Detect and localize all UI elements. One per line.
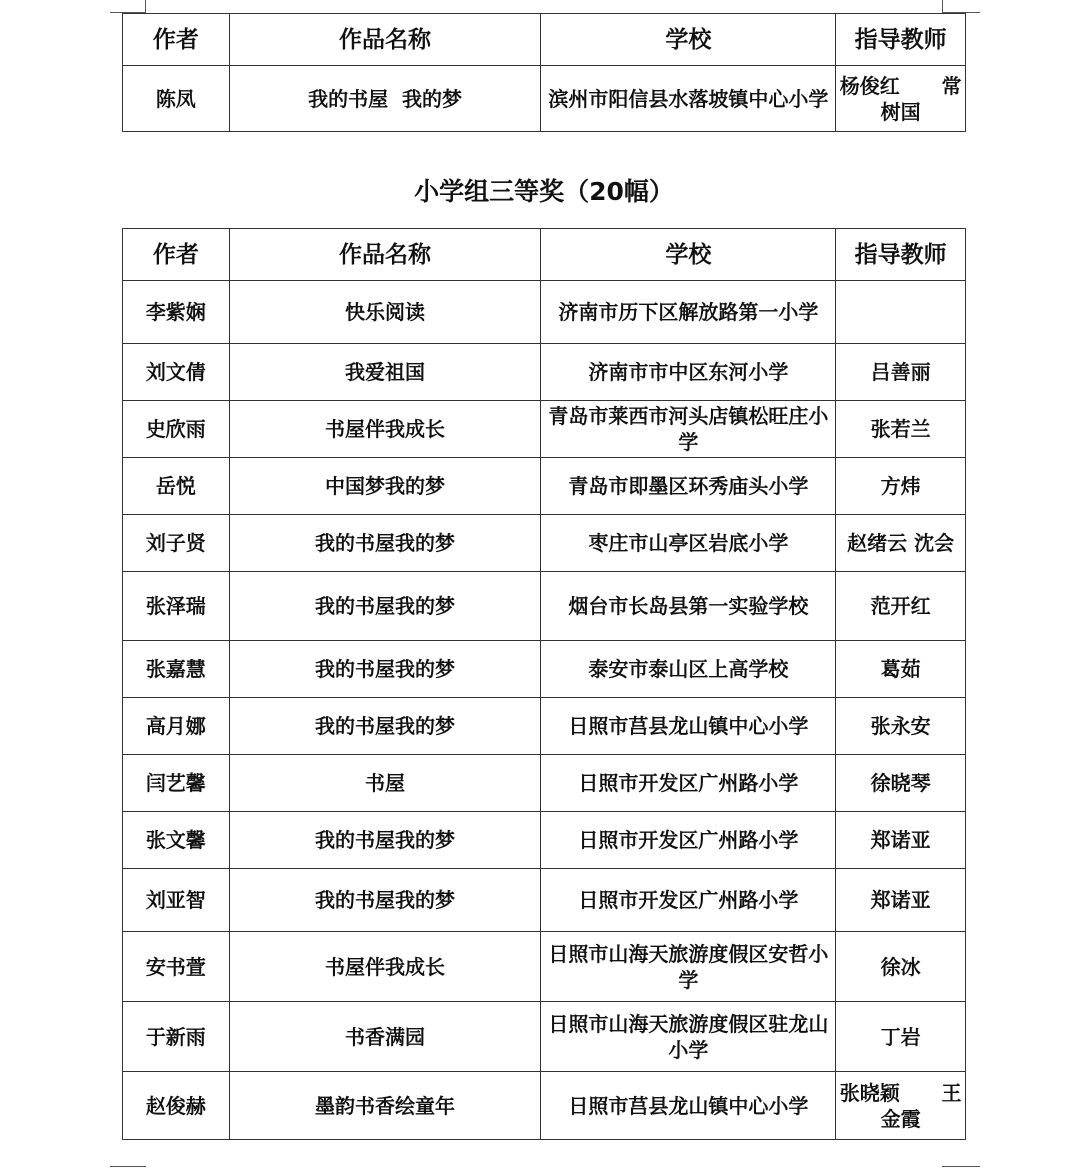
column-header-school: 学校 [541, 14, 836, 66]
cell-author: 刘子贤 [123, 515, 230, 572]
cell-title: 我的书屋我的梦 [229, 515, 541, 572]
previous-award-table [122, 13, 966, 132]
cell-teacher: 郑诺亚 [836, 869, 966, 932]
cell-school: 日照市莒县龙山镇中心小学 [541, 698, 836, 755]
cell-teacher: 吕善丽 [836, 344, 966, 401]
cell-school: 日照市山海天旅游度假区安哲小学 [541, 932, 836, 1002]
table-row [123, 869, 966, 932]
cell-school: 济南市市中区东河小学 [541, 344, 836, 401]
cell-teacher: 张若兰 [836, 401, 966, 458]
column-header-title: 作品名称 [229, 229, 541, 281]
cell-title: 书香满园 [229, 1002, 541, 1072]
cell-author: 史欣雨 [123, 401, 230, 458]
column-header-teacher: 指导教师 [836, 229, 966, 281]
cell-title: 我的书屋我的梦 [229, 641, 541, 698]
table-row [123, 572, 966, 641]
table-row [123, 344, 966, 401]
cell-teacher: 张永安 [836, 698, 966, 755]
column-header-teacher: 指导教师 [836, 14, 966, 66]
table-row [123, 1072, 966, 1140]
cell-title: 中国梦我的梦 [229, 458, 541, 515]
table-row [123, 66, 966, 132]
cell-teacher: 郑诺亚 [836, 812, 966, 869]
cell-teacher: 方炜 [836, 458, 966, 515]
cell-author: 张嘉慧 [123, 641, 230, 698]
cell-teacher [836, 281, 966, 344]
third-prize-table [122, 228, 966, 1140]
cell-school: 日照市开发区广州路小学 [541, 812, 836, 869]
cell-school: 枣庄市山亭区岩底小学 [541, 515, 836, 572]
table-header-row [123, 14, 966, 66]
column-header-author: 作者 [123, 229, 230, 281]
cell-author: 张泽瑞 [123, 572, 230, 641]
cell-author: 安书萱 [123, 932, 230, 1002]
section-title: 小学组三等奖（20幅） [414, 177, 674, 206]
cell-title: 书屋 [229, 755, 541, 812]
crop-mark [942, 1166, 980, 1167]
cell-teacher: 徐晓琴 [836, 755, 966, 812]
cell-author: 高月娜 [123, 698, 230, 755]
cell-author: 闫艺馨 [123, 755, 230, 812]
table-row [123, 812, 966, 869]
cell-teacher: 范开红 [836, 572, 966, 641]
cell-title: 书屋伴我成长 [229, 932, 541, 1002]
cell-title: 我的书屋我的梦 [229, 812, 541, 869]
cell-teacher: 徐冰 [836, 932, 966, 1002]
cell-author: 赵俊赫 [123, 1072, 230, 1140]
cell-author: 陈凤 [123, 66, 230, 132]
cell-school: 日照市开发区广州路小学 [541, 869, 836, 932]
cell-title: 快乐阅读 [229, 281, 541, 344]
cell-school: 滨州市阳信县水落坡镇中心小学 [541, 66, 836, 132]
cell-title: 我的书屋 我的梦 [229, 66, 541, 132]
cell-school: 济南市历下区解放路第一小学 [541, 281, 836, 344]
cell-school: 青岛市莱西市河头店镇松旺庄小学 [541, 401, 836, 458]
cell-title: 书屋伴我成长 [229, 401, 541, 458]
cell-teacher: 张晓颖 王金霞 [836, 1072, 966, 1140]
cell-title: 我爱祖国 [229, 344, 541, 401]
table-row [123, 281, 966, 344]
cell-author: 岳悦 [123, 458, 230, 515]
table-header-row [123, 229, 966, 281]
cell-author: 张文馨 [123, 812, 230, 869]
crop-mark [110, 1166, 146, 1167]
cell-author: 李紫娴 [123, 281, 230, 344]
table-row [123, 458, 966, 515]
cell-title: 墨韵书香绘童年 [229, 1072, 541, 1140]
cell-school: 烟台市长岛县第一实验学校 [541, 572, 836, 641]
table-row [123, 755, 966, 812]
cell-teacher: 杨俊红 常树国 [836, 66, 966, 132]
cell-school: 日照市山海天旅游度假区驻龙山小学 [541, 1002, 836, 1072]
cell-school: 日照市莒县龙山镇中心小学 [541, 1072, 836, 1140]
column-header-author: 作者 [123, 14, 230, 66]
table-row [123, 401, 966, 458]
cell-teacher: 葛茹 [836, 641, 966, 698]
column-header-school: 学校 [541, 229, 836, 281]
cell-teacher: 赵绪云 沈会 [836, 515, 966, 572]
cell-title: 我的书屋我的梦 [229, 698, 541, 755]
cell-school: 日照市开发区广州路小学 [541, 755, 836, 812]
cell-author: 刘文倩 [123, 344, 230, 401]
table-row [123, 932, 966, 1002]
cell-author: 刘亚智 [123, 869, 230, 932]
table-row [123, 1002, 966, 1072]
cell-teacher: 丁岩 [836, 1002, 966, 1072]
cell-school: 青岛市即墨区环秀庙头小学 [541, 458, 836, 515]
cell-author: 于新雨 [123, 1002, 230, 1072]
cell-school: 泰安市泰山区上高学校 [541, 641, 836, 698]
cell-title: 我的书屋我的梦 [229, 869, 541, 932]
column-header-title: 作品名称 [229, 14, 541, 66]
cell-title: 我的书屋我的梦 [229, 572, 541, 641]
table-row [123, 698, 966, 755]
table-row [123, 641, 966, 698]
table-row [123, 515, 966, 572]
